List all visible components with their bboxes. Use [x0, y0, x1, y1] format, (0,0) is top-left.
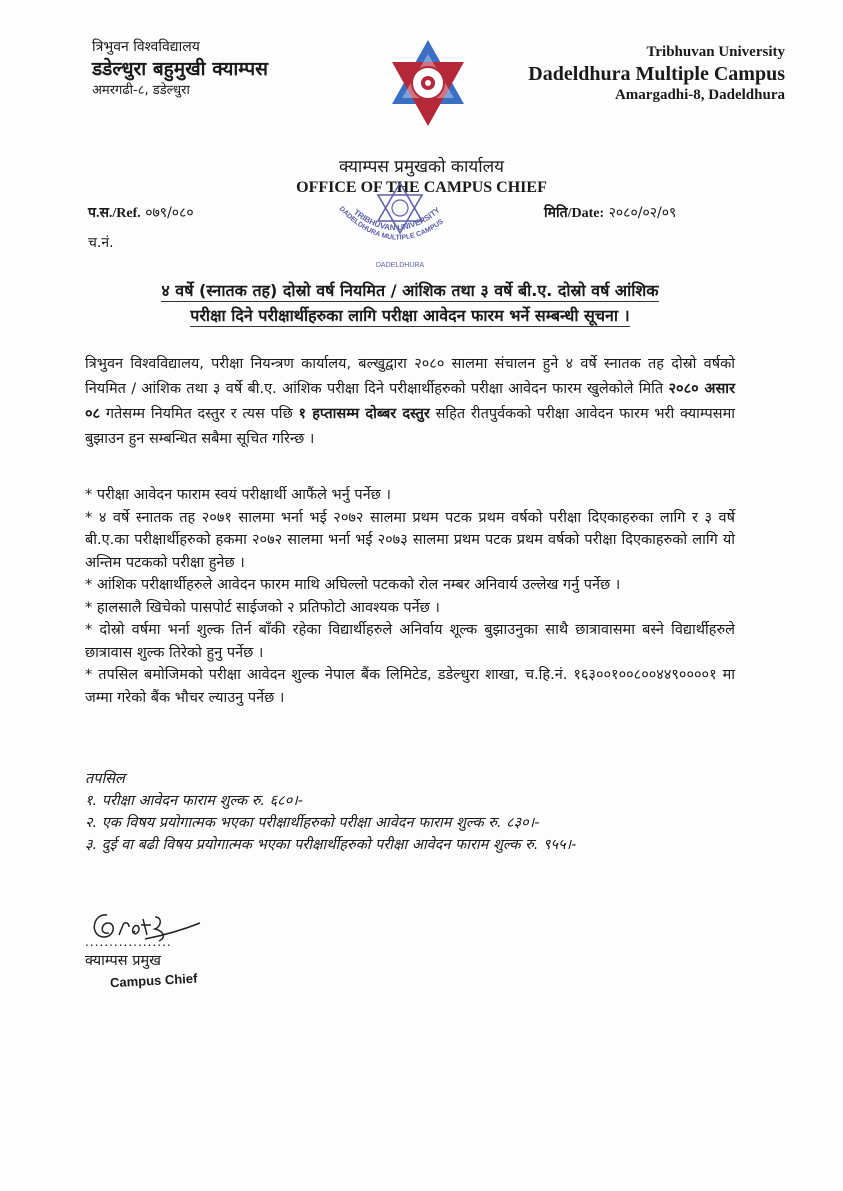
- notice-body: [85, 352, 735, 452]
- reference-number: [88, 203, 194, 222]
- instruction-item: * ४ वर्षे स्नातक तह २०७१ सालमा भर्ना भई २०७२ सालमा प्रथम पटक प्रथम वर्षको परीक्षा दिएकाहरुका लागि र ३ वर्षे बी.ए.का परीक्षार्थीहरुको हकमा २०७२ सालमा भर्ना भई २०७३ सालमा प्रथम पटक प्रथम वर्षको परीक्षा दिएकाहरुको लागि यो अन्तिम पटकको परीक्षा हुनेछ ।: [85, 509, 735, 571]
- signatory-title-en: Campus Chief: [109, 970, 198, 991]
- instruction-item: * तपसिल बमोजिमको परीक्षा आवेदन शुल्क नेपाल बैंक लिमिटेड, डडेल्धुरा शाखा, च.हि.नं. १६३००१००८००४४९००००१ मा जम्मा गरेको बैंक भौचर ल्याउनु पर्नेछ ।: [85, 667, 735, 706]
- body-deadline-date: २०८० असार ०८: [85, 381, 735, 422]
- address-np: अमरगढी-८, डडेल्धुरा: [92, 83, 190, 98]
- body-text-3: सहित रीतपुर्वकको परीक्षा आवेदन फारम भरी क्याम्पसमा बुझाउन हुन सम्बन्धित सबैमा सूचित गरिन्छ ।: [85, 406, 735, 447]
- subject-line-1: ४ वर्षे (स्नातक तह) दोस्रो वर्ष नियमित / आंशिक तथा ३ वर्षे बी.ए. दोस्रो वर्ष आंशिक: [161, 281, 659, 300]
- body-double-fee-period: १ हप्तासम्म दोब्बर दस्तुर: [298, 406, 430, 422]
- instruction-item: * दोस्रो वर्षमा भर्ना शुल्क तिर्न बाँकी रहेका विद्यार्थीहरुले अनिर्वाय शूल्क बुझाउनुका साथै छात्रावासमा बस्ने विद्यार्थीहरुले छात्रावास शुल्क तिरेको हुनु पर्नेछ ।: [85, 622, 735, 661]
- instruction-list: [85, 484, 735, 709]
- instruction-item: * आंशिक परीक्षार्थीहरुले आवेदन फारम माथि अघिल्लो पटकको रोल नम्बर अनिवार्य उल्लेख गर्नु पर्नेछ ।: [85, 577, 621, 593]
- reference-value: ०७९/०८०: [145, 205, 194, 221]
- date-label: मिति/Date:: [544, 206, 605, 221]
- campus-name-en: Dadeldhura Multiple Campus: [528, 63, 785, 85]
- office-title-np: क्याम्पस प्रमुखको कार्यालय: [338, 157, 505, 177]
- notice-subject: [80, 278, 740, 328]
- campus-name-np: डडेल्धुरा बहुमुखी क्याम्पस: [92, 58, 269, 80]
- date-value: २०८०/०२/०९: [608, 205, 677, 221]
- office-title-en: OFFICE OF THE CAMPUS CHIEF: [296, 179, 547, 196]
- instruction-item: * परीक्षा आवेदन फाराम स्वयं परीक्षार्थी आफैंले भर्नु पर्नेछ ।: [85, 487, 391, 503]
- fee-item: २. एक विषय प्रयोगात्मक भएका परीक्षार्थीहरुको परीक्षा आवेदन फाराम शुल्क रु. ८३०।-: [85, 815, 540, 831]
- campus-stamp: [325, 183, 475, 273]
- dispatch-number-label: च.नं.: [88, 235, 114, 251]
- fee-schedule: [85, 768, 576, 856]
- stamp-text-1: TRIBHUVAN UNIVERSITY: [351, 205, 442, 233]
- fee-item: १. परीक्षा आवेदन फाराम शुल्क रु. ६८०।-: [85, 793, 303, 809]
- instruction-item: * हालसालै खिचेको पासपोर्ट साईजको २ प्रतिफोटो आवश्यक पर्नेछ ।: [85, 599, 440, 616]
- body-text-2: गतेसम्म नियमित दस्तुर र त्यस पछि: [100, 406, 299, 422]
- header-right: [528, 43, 785, 105]
- fee-item: ३. दुई वा बढी विषय प्रयोगात्मक भएका परीक्षार्थीहरुको परीक्षा आवेदन फाराम शुल्क रु. ९५५।-: [85, 837, 577, 853]
- fee-schedule-heading: तपसिल: [85, 771, 125, 787]
- university-name-np: त्रिभुवन विश्वविद्यालय: [92, 39, 200, 55]
- body-text-1: त्रिभुवन विश्वविद्यालय, परीक्षा नियन्त्रण कार्यालय, बल्खुद्वारा २०८० सालमा संचालन हुने ४ वर्षे स्नातक तह दोस्रो वर्षको नियमित / आंशिक तथा ३ वर्षे बी.ए. आंशिक परीक्षा दिने परीक्षार्थीहरुको परीक्षा आवेदन फारम खुलेकोले मिति: [85, 356, 735, 397]
- document-date: [544, 203, 676, 222]
- stamp-text-3: DADELDHURA: [375, 262, 425, 269]
- signature-line: ..................: [85, 935, 172, 949]
- university-name-en: Tribhuvan University: [646, 44, 785, 60]
- signatory-title-np: क्याम्पस प्रमुख: [85, 953, 161, 969]
- reference-label: प.स./Ref.: [88, 206, 141, 221]
- university-logo-icon: [388, 38, 468, 128]
- subject-line-2: परीक्षा दिने परीक्षार्थीहरुका लागि परीक्षा आवेदन फारम भर्ने सम्बन्धी सूचना ।: [190, 306, 630, 325]
- address-en: Amargadhi-8, Dadeldhura: [614, 87, 785, 103]
- stamp-text-2: DADELDHURA MULTIPLE CAMPUS: [337, 205, 445, 242]
- header-left: [92, 38, 268, 100]
